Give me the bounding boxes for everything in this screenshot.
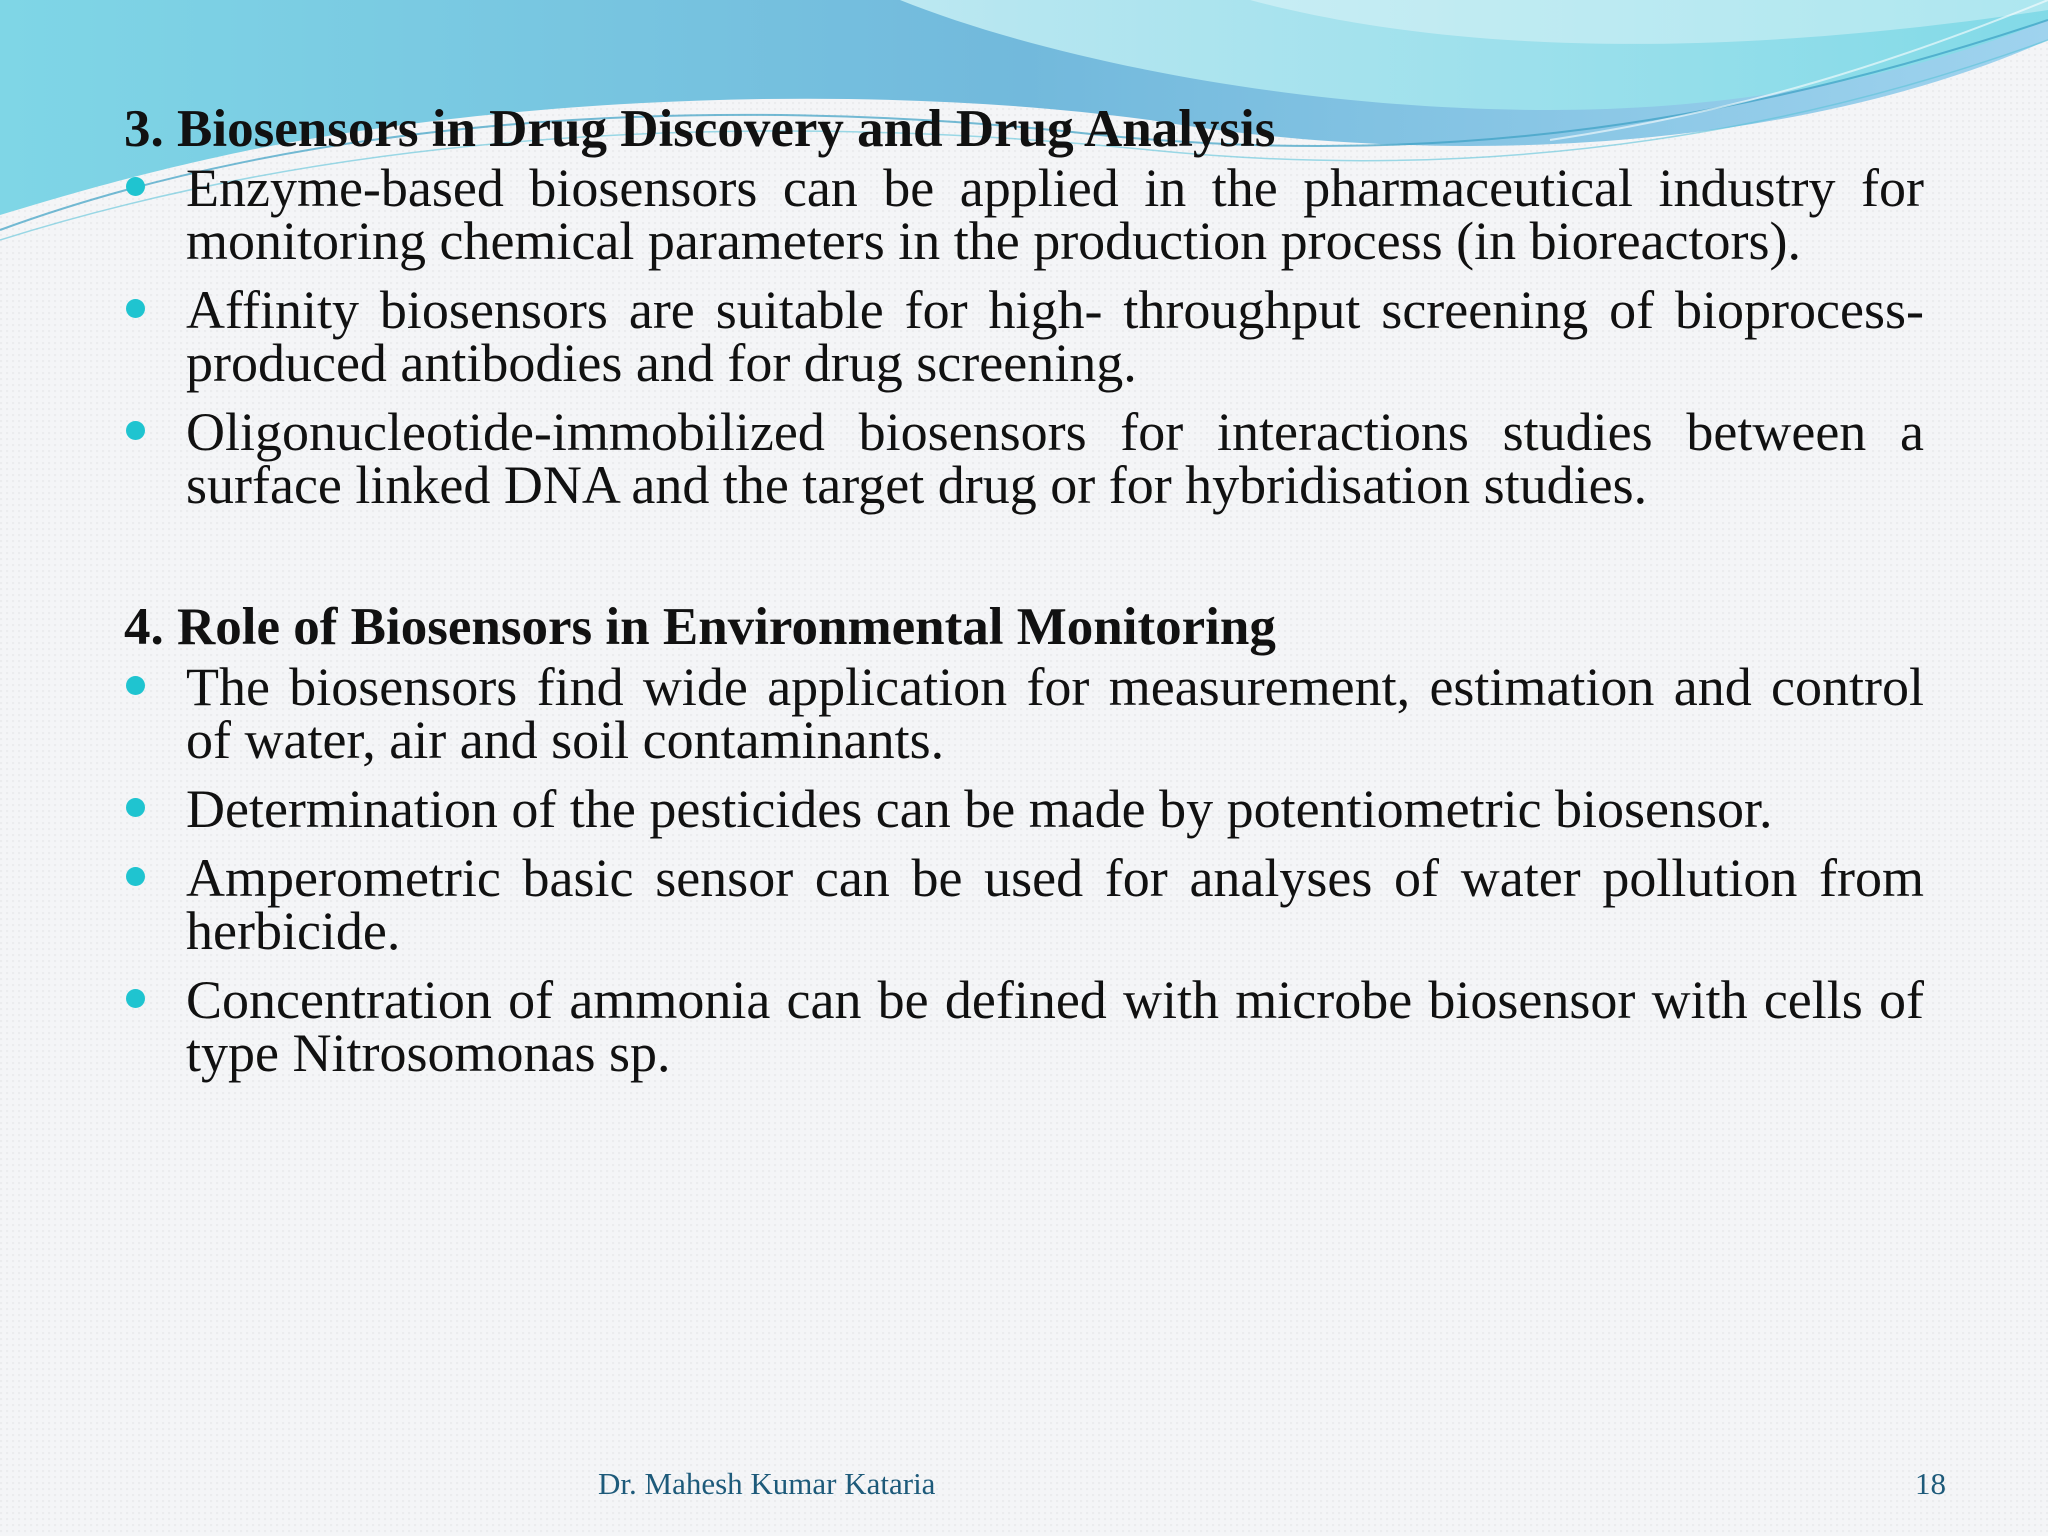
bullet-item (124, 969, 1924, 1083)
section-heading-environmental: 4. Role of Biosensors in Environmental Monitoring (124, 598, 1276, 657)
section-heading-drug-discovery: 3. Biosensors in Drug Discovery and Drug Analysis (124, 100, 1276, 158)
bullet-item (124, 656, 1924, 770)
bullet-item (124, 280, 1924, 394)
slide-page-number: 18 (1915, 1466, 1946, 1501)
bullet-icon (126, 867, 145, 886)
bullet-text: The biosensors find wide application for measurement, estimation and control of water, air and soil contaminants. (186, 656, 1924, 770)
bullet-text: Affinity biosensors are suitable for high- throughput screening of bioprocess-produced antibodies and for drug screening. (186, 280, 1924, 394)
bullet-text: Amperometric basic sensor can be used for analyses of water pollution from herbicide. (186, 847, 1924, 961)
bullet-item (124, 402, 1924, 516)
bullet-text: Oligonucleotide-immobilized biosensors for interactions studies between a surface linked DNA and the target drug or for hybridisation studies. (186, 402, 1924, 516)
bullet-item (124, 158, 1924, 272)
bullet-text: Determination of the pesticides can be made by potentiometric biosensor. (186, 778, 1773, 839)
bullet-icon (126, 421, 145, 440)
bullet-list-drug-discovery (124, 158, 1924, 516)
bullet-item (124, 847, 1924, 961)
bullet-text: Enzyme-based biosensors can be applied in the pharmaceutical industry for monitoring chemical parameters in the production process (in bioreactors). (186, 158, 1924, 272)
bullet-icon (126, 798, 145, 817)
bullet-item (124, 778, 1924, 839)
bullet-icon (126, 989, 145, 1008)
bullet-icon (126, 676, 145, 695)
bullet-icon (126, 177, 145, 196)
section-spacer (124, 528, 1924, 598)
slide-content (124, 100, 1924, 1096)
bullet-list-environmental (124, 656, 1924, 1083)
footer-author: Dr. Mahesh Kumar Kataria (598, 1466, 936, 1501)
bullet-icon (126, 299, 145, 318)
bullet-text: Concentration of ammonia can be defined with microbe biosensor with cells of type Nitrosomonas sp. (186, 969, 1924, 1083)
